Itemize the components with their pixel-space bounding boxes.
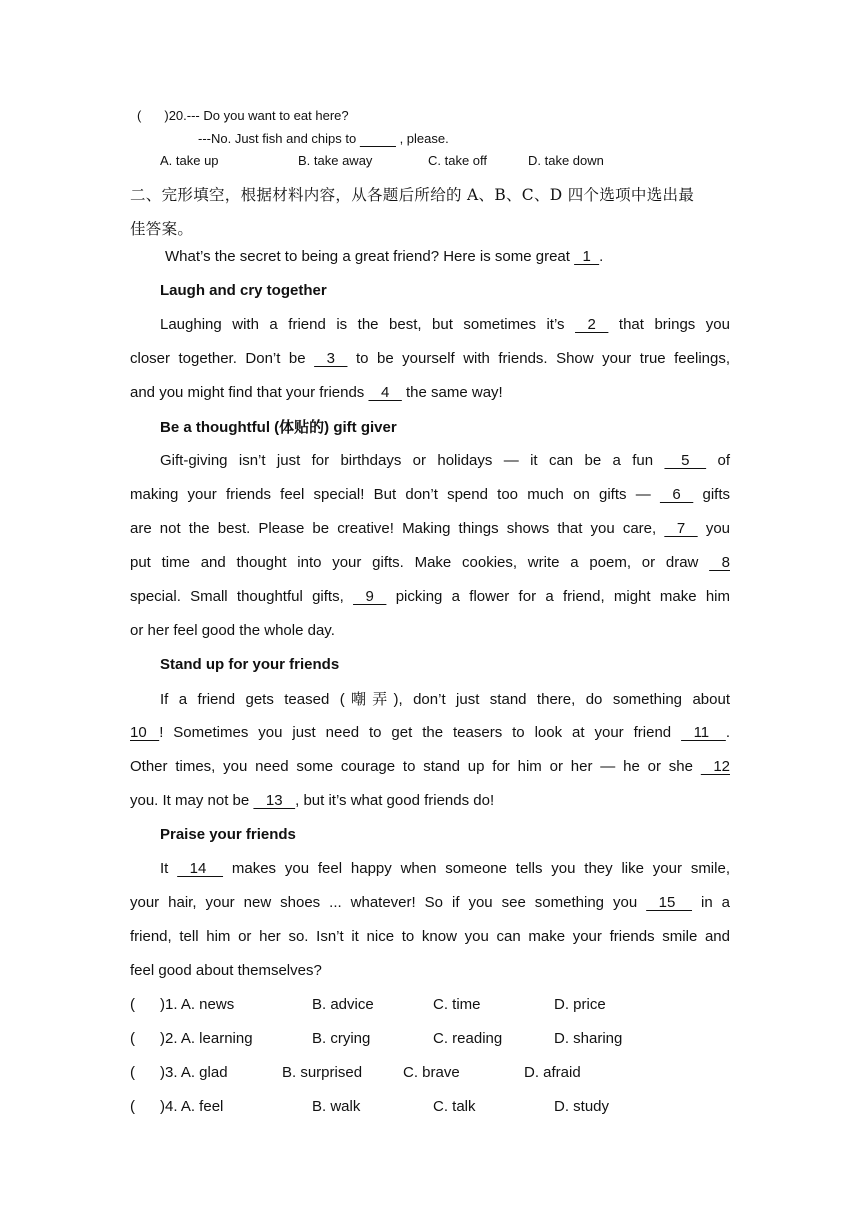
p2b-post: gifts: [702, 486, 731, 503]
choice-paren: (: [130, 1098, 135, 1115]
p3a-pre: If a friend gets teased (: [160, 691, 345, 708]
p4b-post: in a: [701, 894, 730, 911]
p2d-pre: put time and thought into your gifts. Make cookies, write a poem, or draw: [130, 554, 710, 571]
choice-a[interactable]: )4. A. feel: [160, 1098, 224, 1115]
choice-row-3: [130, 1056, 730, 1090]
blank-3: 3: [314, 350, 348, 367]
p4a-pre: It: [160, 860, 178, 877]
blank-10: 10: [130, 724, 160, 741]
heading-gift-giver: [130, 410, 730, 444]
para1-line1: [130, 308, 730, 342]
p1a-pre: Laughing with a friend is the best, but sometimes it’s: [160, 316, 576, 333]
p4a-post: makes you feel happy when someone tells you they like your smile,: [231, 860, 730, 877]
para2-line6: or her feel good the whole day.: [130, 622, 335, 639]
p2e-pre: special. Small thoughtful gifts,: [130, 588, 354, 605]
q20-option-d: D. take down: [528, 153, 604, 168]
para4-line3: friend, tell him or her so. Isn’t it nice to know you can make your friends smile and: [130, 928, 730, 945]
p2b-pre: making your friends feel special! But don’t spend too much on gifts —: [130, 486, 660, 503]
choice-b[interactable]: B. advice: [312, 996, 374, 1013]
choice-row-4: [130, 1090, 730, 1124]
choice-d[interactable]: D. study: [554, 1098, 610, 1115]
blank-11: 11: [681, 724, 726, 741]
blank-13: 13: [253, 792, 296, 809]
heading-praise: Praise your friends: [160, 826, 296, 843]
blank-2: 2: [575, 316, 609, 333]
intro-end: .: [599, 248, 604, 265]
para3-line4: [130, 784, 730, 818]
choice-d[interactable]: D. sharing: [554, 1030, 623, 1047]
p3a-chinese: 嘲弄: [344, 690, 394, 708]
intro-text: What’s the secret to being a great friend? Here is some great: [165, 248, 575, 265]
choice-row-1: [130, 988, 730, 1022]
p1c-pre: and you might find that your friends: [130, 384, 369, 401]
choice-paren: (: [130, 996, 135, 1013]
q20-option-a: A. take up: [160, 153, 219, 168]
section-title-line-1: 二、完形填空，根据材料内容，从各题后所给的 A、B、C、D 四个选项中选出最: [130, 186, 695, 204]
h2-pre: Be a thoughtful (: [160, 419, 280, 436]
blank-4: 4: [368, 384, 402, 401]
choice-row-2: [130, 1022, 730, 1056]
p2c-post: you: [705, 520, 730, 537]
question-20-text: 20.--- Do you want to eat here?: [168, 108, 349, 123]
q20-answer-post: , please.: [395, 131, 449, 146]
blank-7: 7: [664, 520, 698, 537]
choice-c[interactable]: C. talk: [433, 1098, 476, 1115]
para4-line4: feel good about themselves?: [130, 962, 322, 979]
choice-c[interactable]: C. brave: [403, 1064, 460, 1081]
p3b-post: .: [725, 724, 730, 741]
blank-8: 8: [709, 554, 730, 571]
h2-post: ) gift giver: [324, 419, 397, 436]
para2-line5: [130, 580, 730, 614]
p3d-pre: you. It may not be: [130, 792, 254, 809]
para4-line2: [130, 886, 730, 920]
choice-b[interactable]: B. surprised: [282, 1064, 363, 1081]
choice-b[interactable]: B. walk: [312, 1098, 361, 1115]
blank-1: 1: [574, 248, 600, 265]
choice-a[interactable]: )1. A. news: [160, 996, 235, 1013]
p3d-post: , but it’s what good friends do!: [295, 792, 495, 809]
para4-line1: [130, 852, 730, 886]
choice-d[interactable]: D. price: [554, 996, 606, 1013]
p1c-post: the same way!: [401, 384, 503, 401]
choice-b[interactable]: B. crying: [312, 1030, 371, 1047]
para3-line2: [130, 716, 730, 750]
p1a-post: that brings you: [618, 316, 730, 333]
section-title-line-2: 佳答案。: [130, 220, 194, 238]
question-20-answer-line: [198, 131, 449, 146]
para2-line2: [130, 478, 730, 512]
blank-6: 6: [659, 486, 694, 503]
choice-c[interactable]: C. time: [433, 996, 481, 1013]
choice-paren: (: [130, 1064, 135, 1081]
para2-line4: [130, 546, 730, 580]
q20-option-b: B. take away: [298, 153, 373, 168]
blank-5: 5: [664, 452, 707, 469]
answer-paren-open: (: [137, 108, 142, 123]
para3-line1: [130, 682, 730, 716]
heading-stand-up: Stand up for your friends: [160, 656, 340, 673]
blank-15: 15: [646, 894, 693, 911]
heading-laugh-cry: Laugh and cry together: [160, 282, 327, 299]
p1b-pre: closer together. Don’t be: [130, 350, 315, 367]
blank-14: 14: [177, 860, 224, 877]
blank-9: 9: [353, 588, 387, 605]
question-20: [137, 108, 349, 123]
para3-line3: [130, 750, 730, 784]
para2-line1: [130, 444, 730, 478]
blank-12: 12: [700, 758, 730, 775]
p3b-mid: ! Sometimes you just need to get the teasers to look at your friend: [159, 724, 682, 741]
choice-a[interactable]: )2. A. learning: [160, 1030, 253, 1047]
p4b-pre: your hair, your new shoes ... whatever! So if you see something you: [130, 894, 647, 911]
p3c-pre: Other times, you need some courage to stand up for him or her — he or she: [130, 758, 701, 775]
para2-line3: [130, 512, 730, 546]
p2e-post: picking a flower for a friend, might make him: [395, 588, 731, 605]
intro-line: [130, 240, 730, 274]
choice-a[interactable]: )3. A. glad: [160, 1064, 228, 1081]
p3a-post: ), don’t just stand there, do something about: [393, 691, 730, 708]
para1-line3: [130, 376, 730, 410]
h2-chinese: 体贴的: [279, 418, 325, 436]
q20-blank: [360, 131, 396, 146]
choice-d[interactable]: D. afraid: [524, 1064, 581, 1081]
choice-paren: (: [130, 1030, 135, 1047]
para1-line2: [130, 342, 730, 376]
p2a-pre: Gift-giving isn’t just for birthdays or holidays — it can be a fun: [160, 452, 665, 469]
p2a-post: of: [717, 452, 730, 469]
choice-c[interactable]: C. reading: [433, 1030, 503, 1047]
section-title: [130, 178, 730, 246]
answer-paren-close: ): [164, 108, 169, 123]
p2c-pre: are not the best. Please be creative! Making things shows that you care,: [130, 520, 665, 537]
p1b-post: to be yourself with friends. Show your true feelings,: [355, 350, 731, 367]
q20-answer-pre: ---No. Just fish and chips to: [198, 131, 360, 146]
q20-option-c: C. take off: [428, 153, 488, 168]
